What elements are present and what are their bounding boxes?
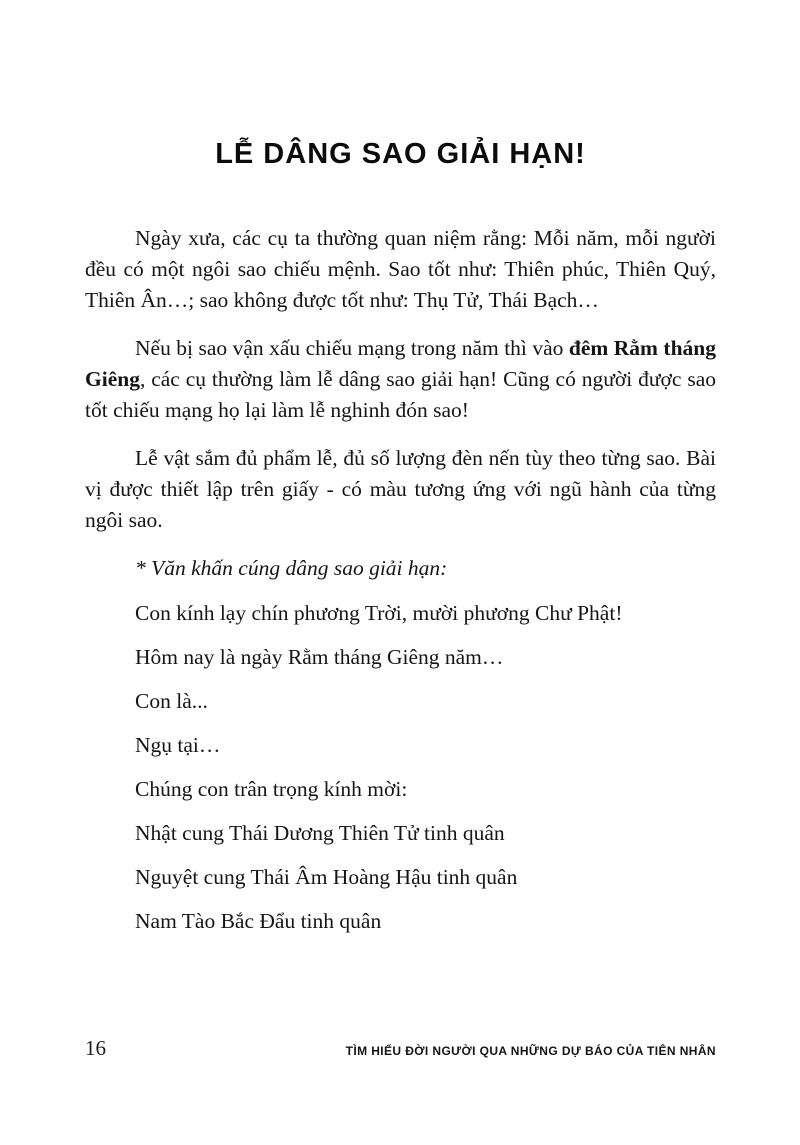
- page-footer: [85, 1036, 716, 1061]
- footer-running-title: TÌM HIỂU ĐỜI NGƯỜI QUA NHỮNG DỰ BÁO CỦA TIÊN NHÂN: [345, 1044, 716, 1058]
- paragraph-2-text-before: Nếu bị sao vận xấu chiếu mạng trong năm thì vào: [135, 336, 569, 360]
- invocation-line: Ngụ tại…: [135, 733, 221, 757]
- invocation-line: Con kính lạy chín phương Trời, mười phương Chư Phật!: [135, 601, 623, 625]
- invocation-lines: [85, 598, 716, 937]
- paragraph-1: Ngày xưa, các cụ ta thường quan niệm rằng: Mỗi năm, mỗi người đều có một ngôi sao chiếu mệnh. Sao tốt như: Thiên phúc, Thiên Quý, Thiên Ân…; sao không được tốt như: Thụ Tử, Thái Bạch…: [85, 226, 716, 312]
- page-content: [85, 138, 716, 950]
- invocation-line: Nhật cung Thái Dương Thiên Tử tinh quân: [135, 821, 505, 845]
- invocation-line: Nguyệt cung Thái Âm Hoàng Hậu tinh quân: [135, 865, 518, 889]
- paragraph-3: Lễ vật sắm đủ phẩm lễ, đủ số lượng đèn nến tùy theo từng sao. Bài vị được thiết lập trên giấy - có màu tương ứng với ngũ hành của từng ngôi sao.: [85, 446, 716, 532]
- page-title: LỄ DÂNG SAO GIẢI HẠN!: [215, 138, 586, 170]
- paragraph-2-text-after: , các cụ thường làm lễ dâng sao giải hạn! Cũng có người được sao tốt chiếu mạng họ lại làm lễ nghinh đón sao!: [85, 367, 716, 422]
- invocation-line: Hôm nay là ngày Rằm tháng Giêng năm…: [135, 645, 504, 669]
- invocation-line: Chúng con trân trọng kính mời:: [135, 777, 408, 801]
- paragraph-2: [85, 333, 716, 426]
- prayer-heading-italic: * Văn khấn cúng dâng sao giải hạn:: [135, 556, 448, 580]
- invocation-line: Con là...: [135, 689, 208, 713]
- footer-page-number: 16: [85, 1036, 106, 1060]
- paragraph-2-bold-phrase: đêm Rằm tháng Giêng: [85, 336, 716, 391]
- invocation-line: Nam Tào Bắc Đẩu tinh quân: [135, 909, 382, 933]
